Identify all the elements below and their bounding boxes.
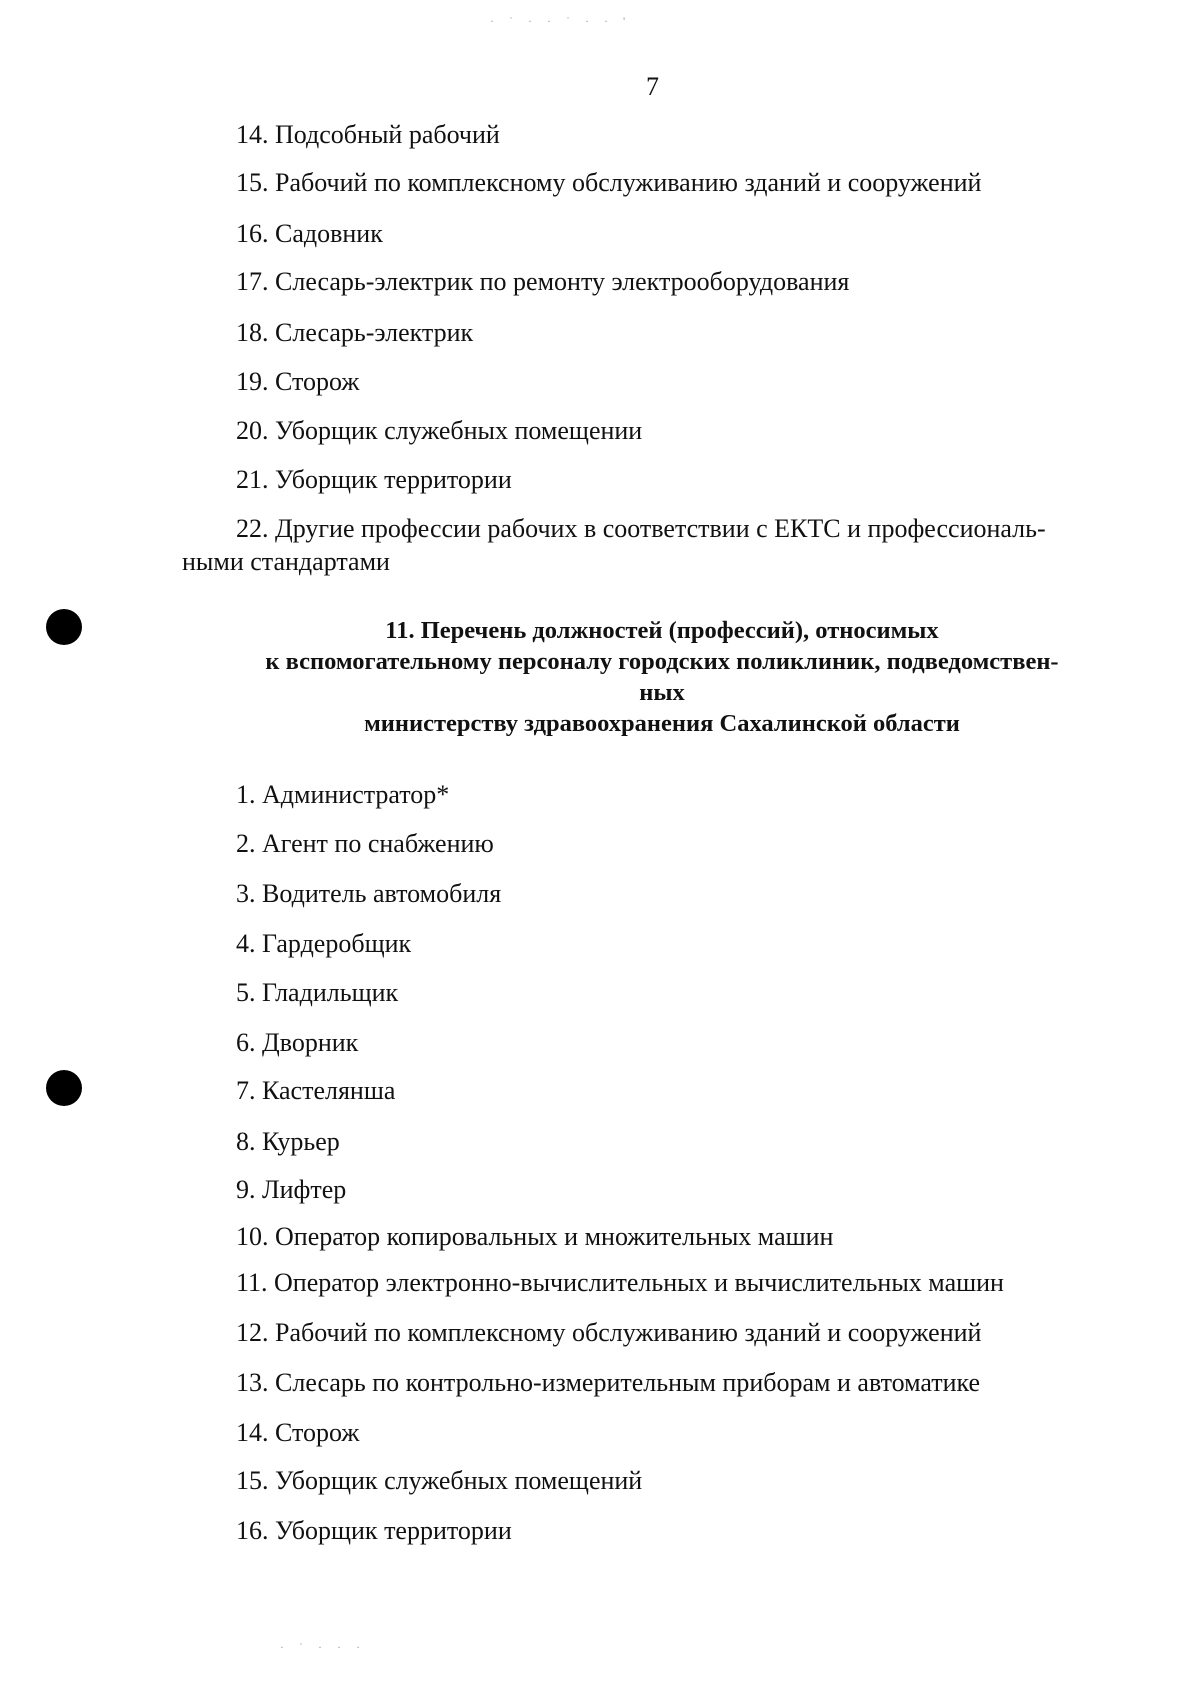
scan-specks-top: · ˙ · · ˙ · · '	[490, 14, 632, 28]
list-a-item: 21. Уборщик территории	[236, 465, 512, 494]
list-b-item: 8. Курьер	[236, 1127, 340, 1156]
punch-hole-top	[46, 609, 82, 645]
list-b-item: 7. Кастелянша	[236, 1076, 396, 1105]
section-heading-line1: 11. Перечень должностей (профессий), относимых	[385, 617, 939, 644]
list-b-item: 5. Гладильщик	[236, 978, 399, 1007]
list-a-item: 20. Уборщик служебных помещении	[236, 416, 643, 445]
list-b-item: 1. Администратор*	[236, 780, 450, 809]
scan-specks-bottom: · ˙ · · ·	[280, 1640, 366, 1654]
list-a-item-22-line1: 22. Другие профессии рабочих в соответствии с ЕКТС и профессиональ-	[236, 514, 1046, 543]
section-heading-line3: ных	[639, 679, 685, 706]
list-b-item: 11. Оператор электронно-вычислительных и вычислительных машин	[236, 1268, 1004, 1297]
list-b-item: 3. Водитель автомобиля	[236, 879, 502, 908]
list-a-item-22	[182, 512, 1142, 578]
list-a-item: 16. Садовник	[236, 219, 383, 248]
section-heading-line2: к вспомогательному персоналу городских поликлиник, подведомствен-	[265, 648, 1059, 675]
list-a-item: 15. Рабочий по комплексному обслуживанию зданий и сооружений	[236, 168, 982, 197]
list-b-item: 14. Сторож	[236, 1418, 360, 1447]
page-number: 7	[646, 72, 659, 101]
list-b-item: 15. Уборщик служебных помещений	[236, 1466, 643, 1495]
list-b-item: 13. Слесарь по контрольно-измерительным приборам и автоматике	[236, 1368, 981, 1397]
list-b-item: 9. Лифтер	[236, 1175, 347, 1204]
list-b-item: 16. Уборщик территории	[236, 1516, 512, 1545]
list-a-item-22-line2: ными стандартами	[182, 547, 390, 576]
punch-hole-bottom	[46, 1070, 82, 1106]
list-a-item: 19. Сторож	[236, 367, 360, 396]
list-b-item: 2. Агент по снабжению	[236, 829, 494, 858]
list-a-item: 18. Слесарь-электрик	[236, 318, 474, 347]
list-b-item: 12. Рабочий по комплексному обслуживанию зданий и сооружений	[236, 1318, 982, 1347]
section-heading-line4: министерству здравоохранения Сахалинской области	[364, 710, 960, 737]
list-b-item: 6. Дворник	[236, 1028, 359, 1057]
list-a-item: 14. Подсобный рабочий	[236, 120, 500, 149]
list-b-item: 10. Оператор копировальных и множительных машин	[236, 1222, 834, 1251]
section-heading	[182, 615, 1142, 739]
list-a-item: 17. Слесарь-электрик по ремонту электрооборудования	[236, 267, 850, 296]
list-b-item: 4. Гардеробщик	[236, 929, 412, 958]
